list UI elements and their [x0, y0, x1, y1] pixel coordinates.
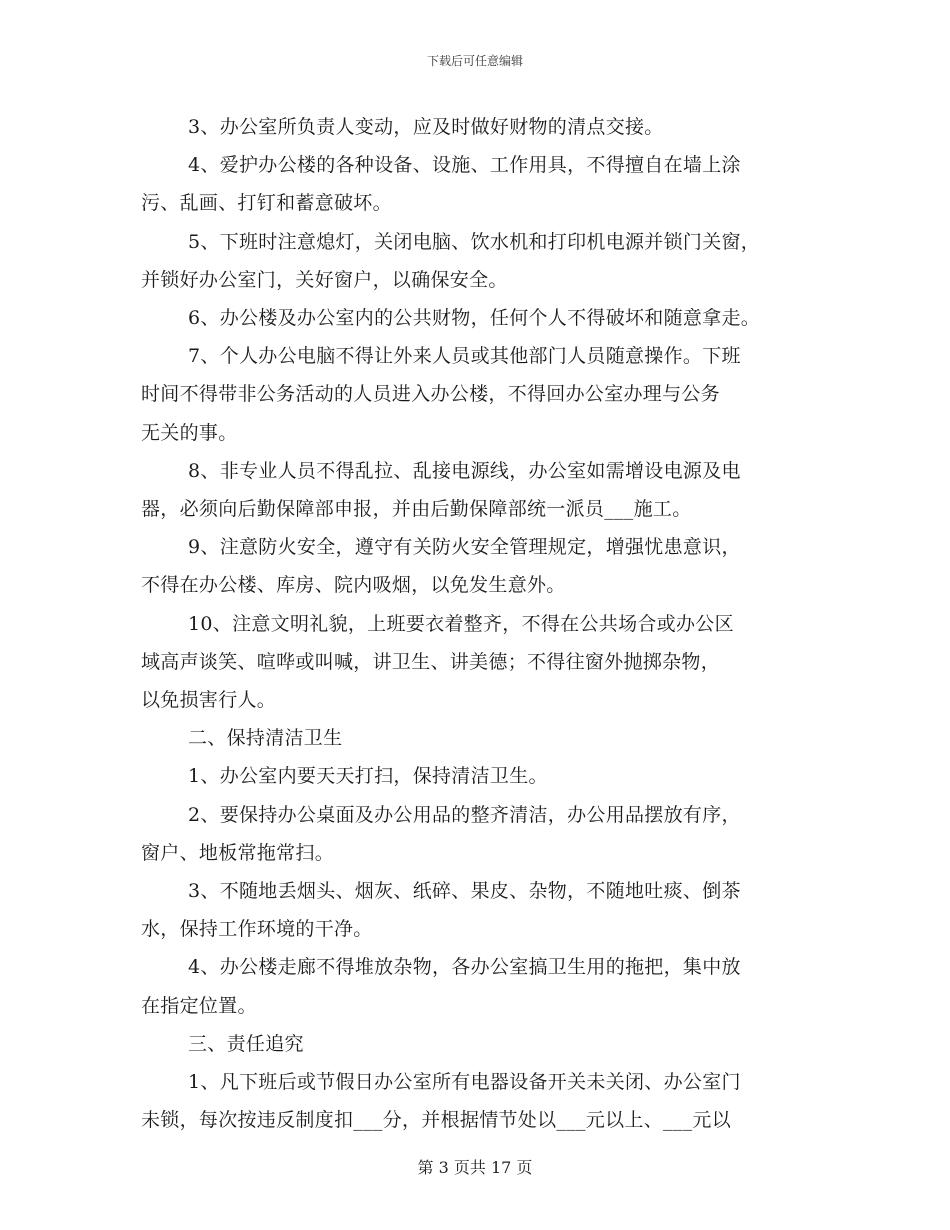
paragraph [141, 796, 821, 872]
paragraph [141, 146, 821, 222]
paragraph [141, 223, 821, 299]
paragraph-line: 以免损害行人。 [141, 689, 277, 712]
paragraph-line: 二、保持清洁卫生 [188, 727, 343, 750]
paragraph [141, 719, 821, 757]
paragraph-line: 1、办公室内要天天打扫，保持清洁卫生。 [188, 765, 548, 788]
paragraph [141, 872, 821, 948]
paragraph [141, 757, 821, 795]
paragraph [141, 528, 821, 604]
paragraph-line: 未锁，每次按违反制度扣___分，并根据情节处以___元以上、___元以 [141, 1109, 732, 1132]
paragraph [141, 299, 821, 337]
paragraph-line: 7、个人办公电脑不得让外来人员或其他部门人员随意操作。下班 [188, 345, 741, 368]
paragraph-line: 在指定位置。 [141, 994, 257, 1017]
paragraph-line: 不得在办公楼、库房、院内吸烟，以免发生意外。 [141, 574, 566, 597]
paragraph-line: 污、乱画、打钉和蓄意破坏。 [141, 192, 392, 215]
paragraph [141, 948, 821, 1024]
paragraph-line: 4、办公楼走廊不得堆放杂物，各办公室搞卫生用的拖把，集中放 [188, 956, 741, 979]
paragraph-line: 水，保持工作环境的干净。 [141, 918, 373, 941]
paragraph-line: 6、办公楼及办公室内的公共财物，任何个人不得破坏和随意拿走。 [188, 307, 761, 330]
paragraph-line: 9、注意防火安全，遵守有关防火安全管理规定，增强忧患意识， [188, 536, 741, 559]
paragraph-line: 无关的事。 [141, 421, 238, 444]
paragraph-line: 8、非专业人员不得乱拉、乱接电源线，办公室如需增设电源及电 [188, 459, 741, 482]
paragraph [141, 452, 821, 528]
paragraph-line: 10、注意文明礼貌，上班要衣着整齐，不得在公共场合或办公区 [188, 612, 734, 635]
paragraph-line: 5、下班时注意熄灯，关闭电脑、饮水机和打印机电源并锁门关窗， [188, 230, 761, 253]
paragraph-line: 域高声谈笑、喧哗或叫喊，讲卫生、讲美德；不得往窗外抛掷杂物， [141, 650, 721, 673]
paragraph-line: 3、不随地丢烟头、烟灰、纸碎、果皮、杂物，不随地吐痰、倒茶 [188, 880, 741, 903]
paragraph [141, 108, 821, 146]
paragraph-line: 4、爱护办公楼的各种设备、设施、工作用具，不得擅自在墙上涂 [188, 154, 741, 177]
paragraph-line: 三、责任追究 [188, 1032, 304, 1055]
paragraph [141, 337, 821, 452]
paragraph-line: 时间不得带非公务活动的人员进入办公楼，不得回办公室办理与公务 [141, 383, 721, 406]
page-footer: 第 3 页共 17 页 [417, 1158, 533, 1177]
paragraph-line: 窗户、地板常拖常扫。 [141, 841, 335, 864]
paragraph [141, 1063, 821, 1139]
paragraph [141, 605, 821, 720]
paragraph [141, 1025, 821, 1063]
paragraph-line: 2、要保持办公桌面及办公用品的整齐清洁，办公用品摆放有序， [188, 803, 741, 826]
paragraph-line: 并锁好办公室门，关好窗户，以确保安全。 [141, 268, 508, 291]
paragraph-line: 器，必须向后勤保障部申报，并由后勤保障部统一派员___施工。 [141, 498, 692, 521]
paragraph-line: 1、凡下班后或节假日办公室所有电器设备开关未关闭、办公室门 [188, 1071, 741, 1094]
page-header: 下载后可任意编辑 [426, 54, 523, 68]
paragraph-line: 3、办公室所负责人变动，应及时做好财物的清点交接。 [188, 116, 664, 138]
document-body [141, 108, 821, 1139]
